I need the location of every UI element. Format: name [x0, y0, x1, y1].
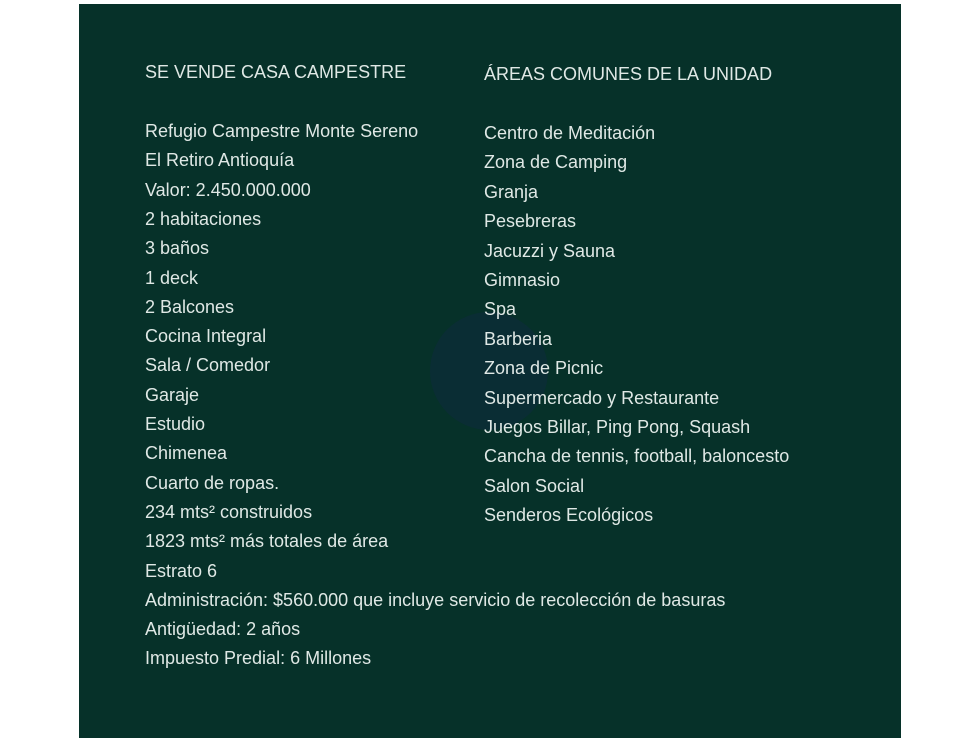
- list-item: Pesebreras: [484, 211, 577, 232]
- right-heading: ÁREAS COMUNES DE LA UNIDAD: [484, 64, 773, 84]
- list-item: Gimnasio: [484, 270, 561, 290]
- list-item: Salon Social: [484, 475, 585, 496]
- list-item: Centro de Meditación: [484, 123, 656, 143]
- list-item: Granja: [484, 181, 539, 202]
- list-item: Zona de Camping: [484, 152, 628, 173]
- listing-panel: [79, 4, 901, 738]
- list-item: Sala / Comedor: [145, 355, 271, 376]
- list-item: 2 Balcones: [145, 296, 235, 317]
- list-item: Cancha de tennis, football, baloncesto: [484, 446, 790, 467]
- list-item: Spa: [484, 299, 517, 320]
- list-item: 3 baños: [145, 238, 210, 259]
- list-item: Juegos Billar, Ping Pong, Squash: [484, 417, 751, 437]
- list-item: Administración: $560.000 que incluye servicio de recolección de basuras: [145, 589, 726, 610]
- list-item: Supermercado y Restaurante: [484, 387, 720, 408]
- list-item: Antigüedad: 2 años: [145, 619, 301, 640]
- list-item: Valor: 2.450.000.000: [145, 179, 311, 200]
- list-item: 1823 mts² más totales de área: [145, 531, 389, 552]
- list-item: 234 mts² construidos: [145, 501, 313, 522]
- list-item: Estudio: [145, 414, 206, 434]
- list-item: 2 habitaciones: [145, 208, 262, 229]
- list-item: Estrato 6: [145, 560, 218, 581]
- list-item: Refugio Campestre Monte Sereno: [145, 121, 419, 141]
- list-item: Zona de Picnic: [484, 358, 604, 379]
- list-item: Senderos Ecológicos: [484, 505, 654, 526]
- list-item: Impuesto Predial: 6 Millones: [145, 648, 372, 669]
- list-item: Garaje: [145, 384, 200, 405]
- list-item: 1 deck: [145, 267, 199, 288]
- list-item: Barberia: [484, 328, 553, 349]
- list-item: Chimenea: [145, 443, 228, 464]
- list-item: El Retiro Antioquía: [145, 150, 295, 171]
- list-item: Cuarto de ropas.: [145, 472, 280, 493]
- left-heading: SE VENDE CASA CAMPESTRE: [145, 62, 407, 82]
- list-item: Cocina Integral: [145, 326, 267, 347]
- list-item: Jacuzzi y Sauna: [484, 240, 616, 261]
